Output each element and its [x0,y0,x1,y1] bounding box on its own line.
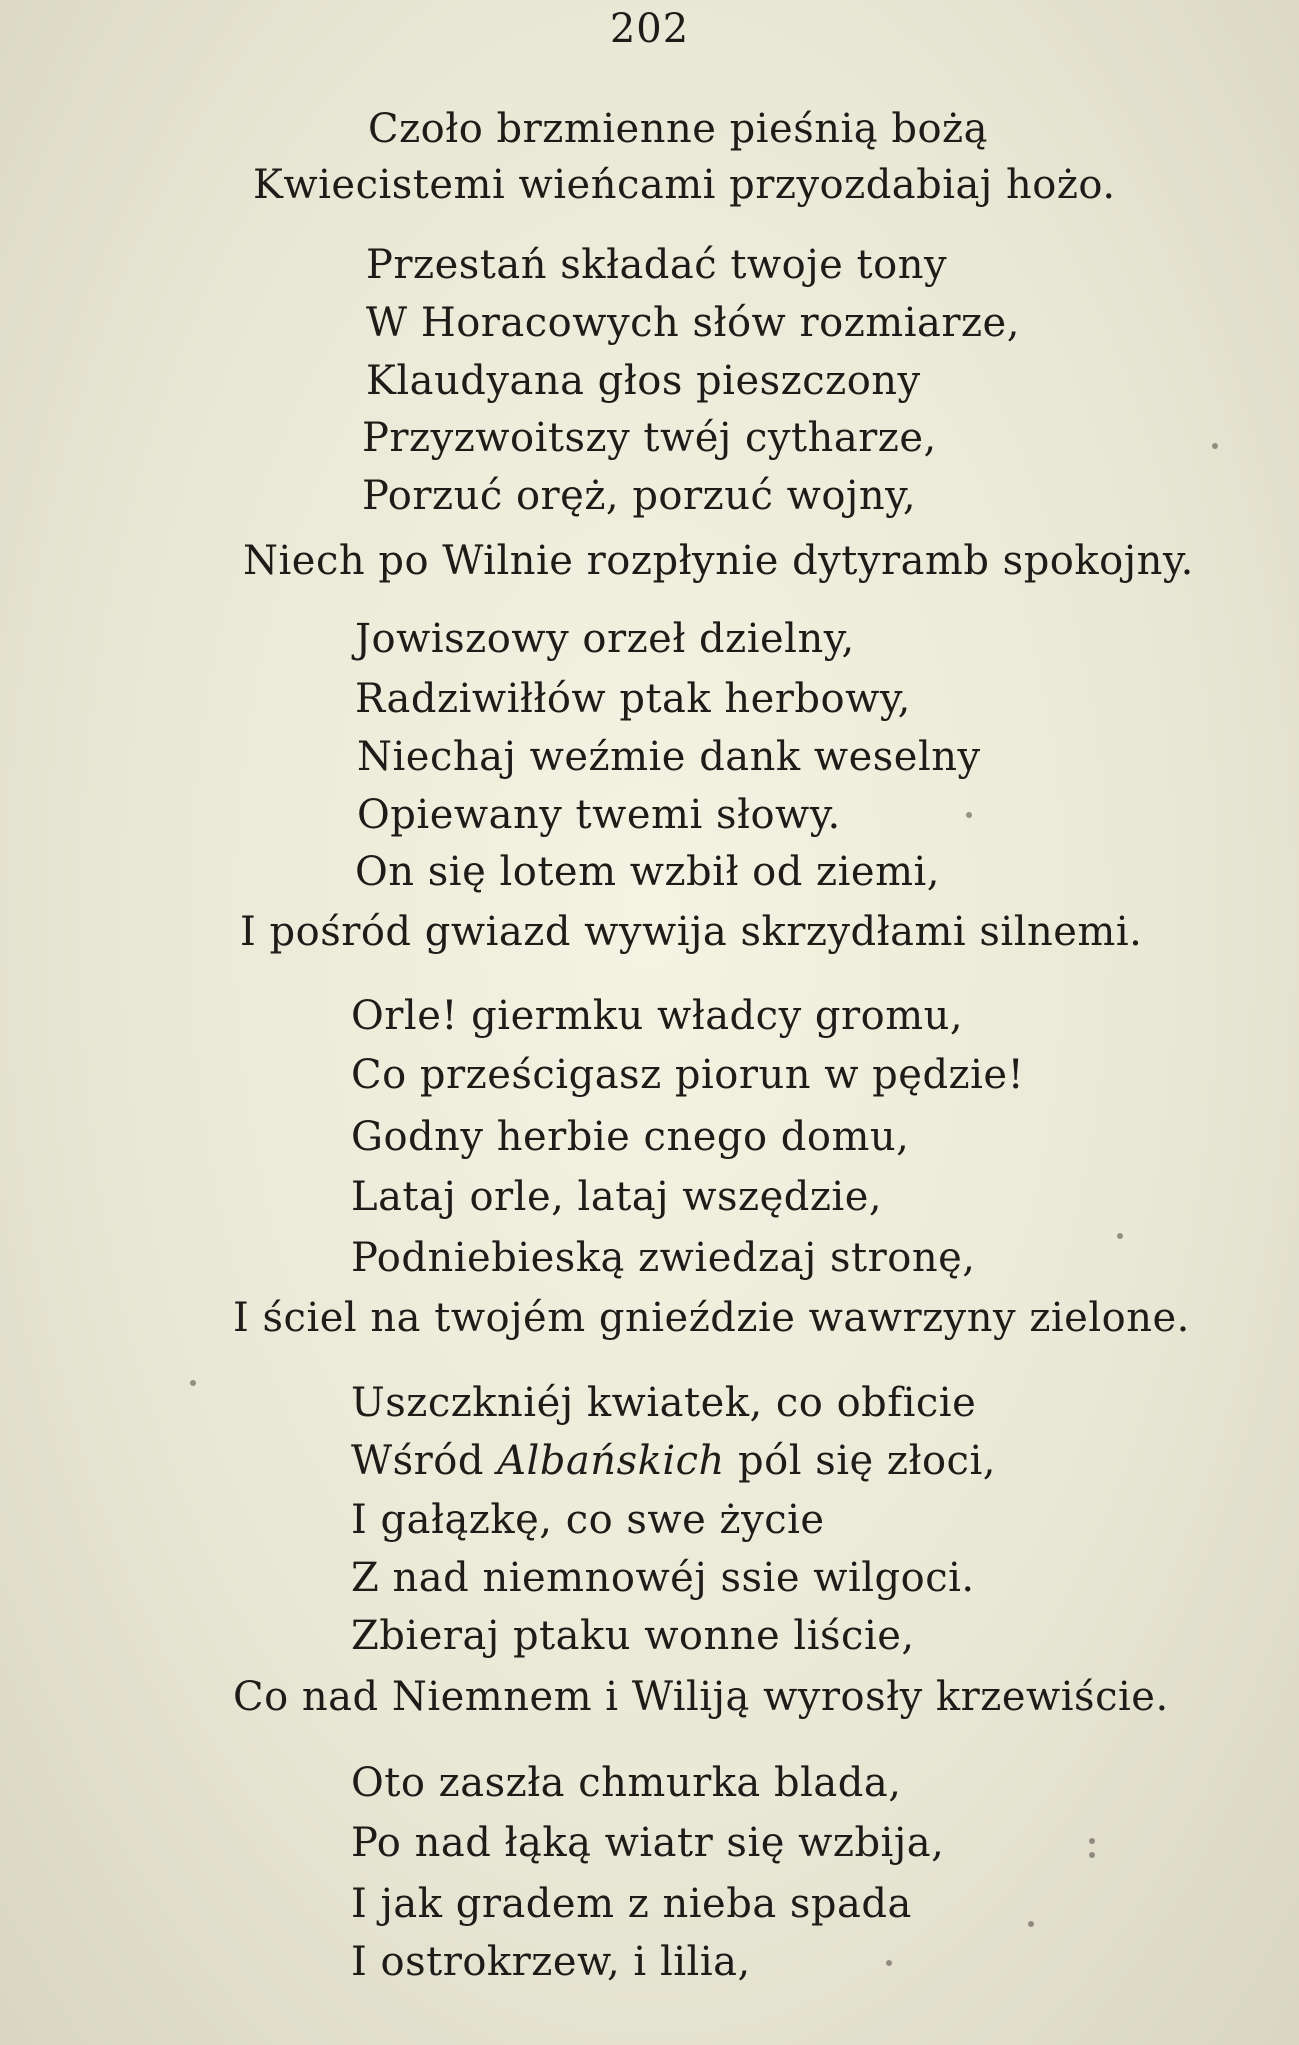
poem-line: Co prześcigasz piorun w pędzie! [351,1052,1025,1098]
poem-line: Lataj orle, lataj wszędzie, [351,1174,883,1220]
poem-line: Opiewany twemi słowy. [357,792,841,838]
paper-speck [1028,1921,1034,1927]
poem-line: Oto zaszła chmurka blada, [351,1760,902,1806]
poem-line: Niechaj weźmie dank weselny [357,734,981,780]
poem-line: Uszczkniéj kwiatek, co obficie [351,1380,977,1426]
poem-line: Po nad łąką wiatr się wzbija, [351,1820,945,1866]
poem-line: I gałązkę, co swe życie [351,1497,825,1543]
poem-line: I pośród gwiazd wywija skrzydłami silnemi. [240,909,1143,955]
poem-line: Przyzwoitszy twéj cytharze, [362,415,937,461]
poem-line: Kwiecistemi wieńcami przyozdabiaj hożo. [253,162,1116,208]
paper-speck [1089,1838,1095,1844]
poem-line: I ściel na twojém gnieździe wawrzyny zielone. [233,1295,1190,1341]
poem-line: Klaudyana głos pieszczony [366,358,921,404]
poem-line: I jak gradem z nieba spada [351,1881,912,1927]
poem-line: Czoło brzmienne pieśnią bożą [368,106,988,152]
poem-line: Niech po Wilnie rozpłynie dytyramb spokojny. [243,538,1194,584]
poem-line: Co nad Niemnem i Wiliją wyrosły krzewiście. [233,1674,1169,1720]
poem-line: Zbieraj ptaku wonne liście, [351,1613,915,1659]
poem-line: Przestań składać twoje tony [366,242,948,288]
paper-speck [966,812,972,818]
paper-speck [886,1960,892,1966]
poem-line: On się lotem wzbił od ziemi, [355,849,941,895]
paper-speck [190,1380,196,1386]
poem-line: I ostrokrzew, i lilia, [351,1939,751,1985]
poem-line-start: Wśród [351,1438,498,1484]
italic-word: Albańskich [497,1438,725,1484]
poem-line: Godny herbie cnego domu, [351,1114,910,1160]
poem-line: Jowiszowy orzeł dzielny, [355,616,855,662]
poem-line: Orle! giermku władcy gromu, [351,993,964,1039]
poem-line [351,1433,996,1489]
poem-line: Podniebieską zwiedzaj stronę, [351,1235,976,1281]
poem-line: Radziwiłłów ptak herbowy, [355,676,911,722]
page-number: 202 [609,6,690,52]
paper-speck [1212,443,1218,449]
poem-line: Porzuć oręż, porzuć wojny, [362,473,917,519]
paper-speck [1117,1233,1123,1239]
paper-speck [1089,1852,1095,1858]
poem-line: Z nad niemnowéj ssie wilgoci. [351,1555,975,1601]
poem-line-end: pól się złoci, [738,1438,996,1484]
poem-line: W Horacowych słów rozmiarze, [366,300,1020,346]
